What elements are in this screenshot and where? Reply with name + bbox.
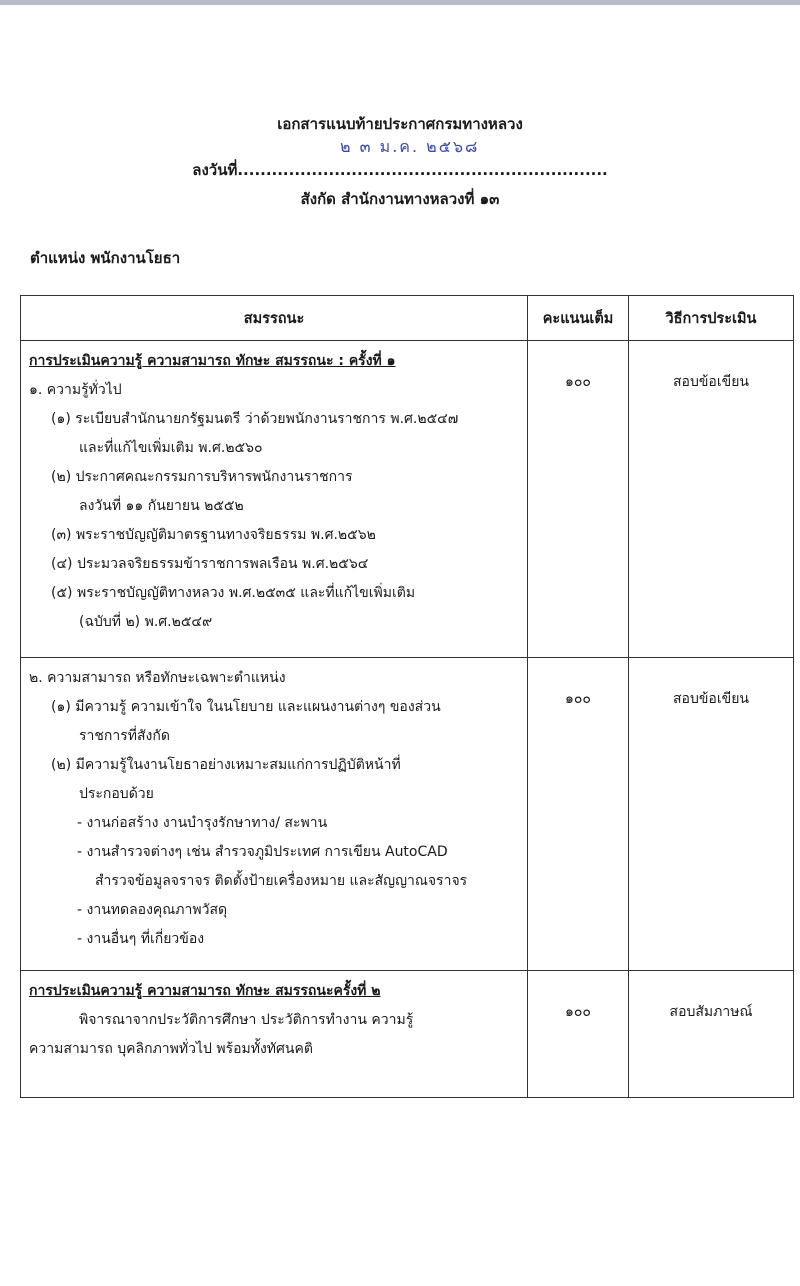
affiliation: สังกัด สำนักงานทางหลวงที่ ๑๓ bbox=[300, 190, 500, 208]
competency-line: (๕) พระราชบัญญัติทางหลวง พ.ศ.๒๕๓๕ และที่แก้ไขเพิ่มเติม bbox=[51, 585, 416, 601]
competency-line: (๑) ระเบียบสำนักนายกรัฐมนตรี ว่าด้วยพนักงานราชการ พ.ศ.๒๕๔๗ bbox=[51, 411, 459, 427]
competency-line: (ฉบับที่ ๒) พ.ศ.๒๕๔๙ bbox=[79, 614, 213, 630]
position-title: ตำแหน่ง พนักงานโยธา bbox=[30, 249, 181, 267]
competency-line: ประกอบด้วย bbox=[79, 786, 154, 802]
competency-line: - งานอื่นๆ ที่เกี่ยวข้อง bbox=[77, 931, 205, 947]
competency-table bbox=[20, 295, 794, 1098]
competency-line: - งานสำรวจต่างๆ เช่น สำรวจภูมิประเทศ การเขียน AutoCAD bbox=[77, 844, 448, 860]
competency-cell bbox=[21, 971, 528, 1098]
competency-line: พิจารณาจากประวัติการศึกษา ประวัติการทำงาน ความรู้ bbox=[79, 1012, 414, 1028]
competency-line: สำรวจข้อมูลจราจร ติดตั้งป้ายเครื่องหมาย และสัญญาณจราจร bbox=[95, 873, 468, 889]
competency-line: (๒) ประกาศคณะกรรมการบริหารพนักงานราชการ bbox=[51, 469, 353, 485]
competency-line: ๑. ความรู้ทั่วไป bbox=[29, 382, 122, 398]
competency-line: (๒) มีความรู้ในงานโยธาอย่างเหมาะสมแก่การปฏิบัติหน้าที่ bbox=[51, 757, 401, 773]
date-line: ลงวันที่................................................................. bbox=[192, 161, 608, 179]
doc-title: เอกสารแนบท้ายประกาศกรมทางหลวง bbox=[277, 115, 523, 133]
competency-line: (๔) ประมวลจริยธรรมข้าราชการพลเรือน พ.ศ.๒๕๖๔ bbox=[51, 556, 369, 572]
method-cell: สอบสัมภาษณ์ bbox=[629, 971, 794, 1098]
competency-line: (๓) พระราชบัญญัติมาตรฐานทางจริยธรรม พ.ศ.๒๕๖๒ bbox=[51, 527, 376, 543]
scan-edge bbox=[0, 0, 800, 5]
competency-line: ลงวันที่ ๑๑ กันยายน ๒๕๕๒ bbox=[79, 498, 244, 514]
header-score: คะแนนเต็ม bbox=[528, 296, 629, 341]
competency-line: - งานก่อสร้าง งานบำรุงรักษาทาง/ สะพาน bbox=[77, 815, 328, 831]
competency-cell bbox=[21, 658, 528, 971]
competency-line: การประเมินความรู้ ความสามารถ ทักษะ สมรรถนะ : ครั้งที่ ๑ bbox=[29, 353, 396, 369]
score-cell: ๑๐๐ bbox=[528, 341, 629, 658]
competency-line: การประเมินความรู้ ความสามารถ ทักษะ สมรรถนะครั้งที่ ๒ bbox=[29, 983, 381, 999]
competency-line: ความสามารถ บุคลิกภาพทั่วไป พร้อมทั้งทัศนคติ bbox=[29, 1041, 313, 1057]
table-row bbox=[21, 971, 794, 1098]
competency-line: - งานทดลองคุณภาพวัสดุ bbox=[77, 902, 228, 918]
method-cell: สอบข้อเขียน bbox=[629, 341, 794, 658]
competency-cell bbox=[21, 341, 528, 658]
handwritten-date: ๒ ๓ ม.ค. ๒๕๖๘ bbox=[340, 137, 480, 156]
competency-line: (๑) มีความรู้ ความเข้าใจ ในนโยบาย และแผนงานต่างๆ ของส่วน bbox=[51, 699, 441, 715]
competency-line: ๒. ความสามารถ หรือทักษะเฉพาะตำแหน่ง bbox=[29, 670, 286, 686]
competency-line: ราชการที่สังกัด bbox=[79, 728, 170, 744]
method-cell: สอบข้อเขียน bbox=[629, 658, 794, 971]
header-method: วิธีการประเมิน bbox=[629, 296, 794, 341]
header-competency: สมรรถนะ bbox=[21, 296, 528, 341]
competency-line: และที่แก้ไขเพิ่มเติม พ.ศ.๒๕๖๐ bbox=[79, 440, 263, 456]
score-cell: ๑๐๐ bbox=[528, 971, 629, 1098]
table-row bbox=[21, 341, 794, 658]
table-row bbox=[21, 658, 794, 971]
score-cell: ๑๐๐ bbox=[528, 658, 629, 971]
